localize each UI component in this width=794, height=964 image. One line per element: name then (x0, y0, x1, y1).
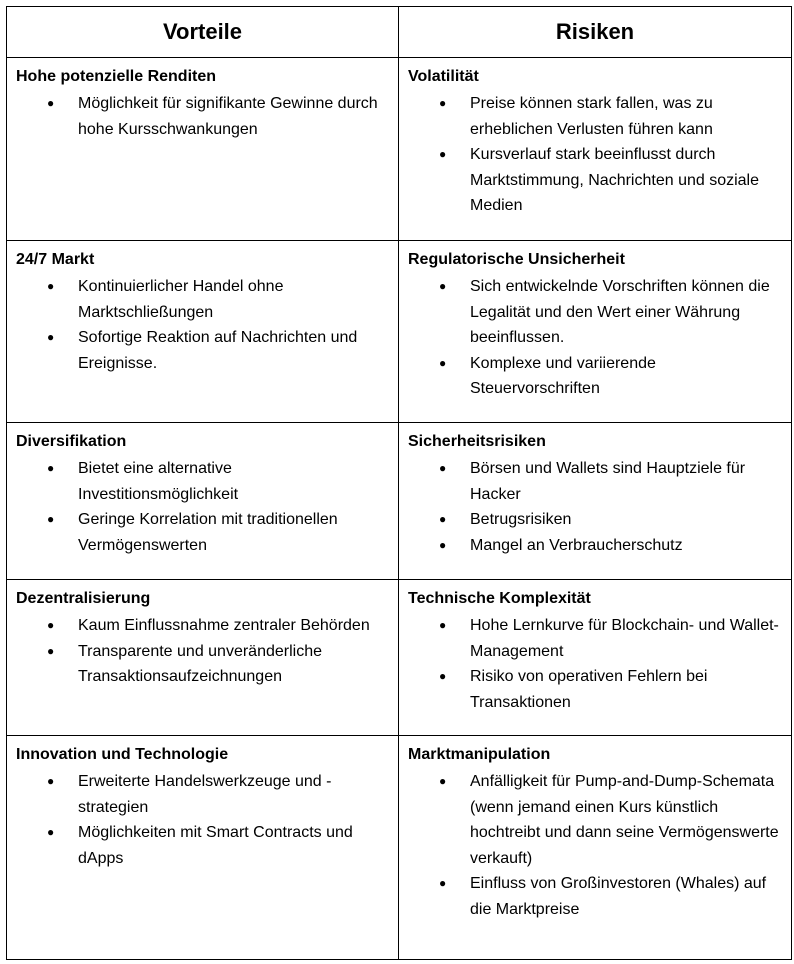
list-item (439, 456, 783, 507)
risk-title: Sicherheitsrisiken (408, 433, 546, 450)
list-item-text: Sofortige Reaktion auf Nachrichten und Ereignisse. (78, 329, 358, 372)
list-item-text: Möglichkeiten mit Smart Contracts und dApps (78, 824, 353, 867)
advantage-list (16, 91, 390, 142)
table-row (7, 423, 792, 580)
bullet-icon: ● (439, 461, 447, 475)
header-risiken: Risiken (399, 7, 792, 58)
risk-title: Volatilität (408, 68, 479, 85)
list-item-text: Preise können stark fallen, was zu erheblichen Verlusten führen kann (470, 95, 713, 138)
bullet-icon: ● (47, 618, 55, 632)
list-item (439, 533, 783, 559)
bullet-icon: ● (439, 96, 447, 110)
advantage-cell (7, 423, 399, 580)
list-item (47, 274, 390, 325)
list-item-text: Komplexe und variierende Steuervorschriften (470, 354, 656, 397)
advantage-list (16, 456, 390, 558)
bullet-icon: ● (439, 669, 447, 683)
list-item-text: Möglichkeit für signifikante Gewinne durch hohe Kursschwankungen (78, 95, 378, 138)
list-item (439, 664, 783, 715)
risk-title: Technische Komplexität (408, 590, 591, 607)
list-item-text: Transparente und unveränderliche Transaktionsaufzeichnungen (78, 642, 323, 685)
list-item-text: Geringe Korrelation mit traditionellen Vermögenswerten (78, 511, 338, 554)
advantage-title: 24/7 Markt (16, 251, 95, 268)
list-item (439, 871, 783, 922)
bullet-icon: ● (47, 96, 55, 110)
advantage-title: Innovation und Technologie (16, 746, 229, 763)
advantage-cell (7, 241, 399, 423)
list-item (47, 325, 390, 376)
comparison-table (6, 6, 792, 960)
header-row (7, 7, 792, 58)
advantage-list (16, 274, 390, 376)
list-item (47, 507, 390, 558)
risk-title: Regulatorische Unsicherheit (408, 251, 625, 268)
bullet-icon: ● (47, 825, 55, 839)
list-item-text: Kaum Einflussnahme zentraler Behörden (78, 617, 370, 634)
bullet-icon: ● (439, 279, 447, 293)
risk-cell (399, 241, 792, 423)
list-item (47, 820, 390, 871)
bullet-icon: ● (439, 147, 447, 161)
list-item-text: Kontinuierlicher Handel ohne Marktschließungen (78, 278, 284, 321)
list-item (439, 769, 783, 871)
bullet-icon: ● (47, 330, 55, 344)
list-item (439, 91, 783, 142)
bullet-icon: ● (439, 876, 447, 890)
list-item (439, 351, 783, 402)
bullet-icon: ● (439, 618, 447, 632)
table-row (7, 580, 792, 736)
header-vorteile: Vorteile (7, 7, 399, 58)
list-item-text: Betrugsrisiken (470, 511, 572, 528)
list-item-text: Bietet eine alternative Investitionsmöglichkeit (78, 460, 239, 503)
list-item (439, 142, 783, 219)
list-item-text: Mangel an Verbraucherschutz (470, 536, 683, 554)
advantage-title: Diversifikation (16, 433, 127, 450)
bullet-icon: ● (439, 774, 447, 788)
risk-title: Marktmanipulation (408, 746, 551, 763)
list-item-text: Börsen und Wallets sind Hauptziele für Hacker (470, 460, 746, 503)
advantage-title: Dezentralisierung (16, 590, 151, 607)
list-item (439, 613, 783, 664)
list-item (439, 507, 783, 533)
bullet-icon: ● (439, 537, 447, 552)
advantage-list (16, 769, 390, 871)
risk-list (408, 274, 783, 402)
bullet-icon: ● (439, 512, 447, 526)
risk-cell (399, 423, 792, 580)
risk-cell (399, 736, 792, 960)
bullet-icon: ● (47, 774, 55, 788)
risk-list (408, 91, 783, 219)
table-row (7, 58, 792, 241)
list-item-text: Sich entwickelnde Vorschriften können die Legalität und den Wert einer Währung beeinflussen. (470, 278, 770, 346)
risk-list (408, 613, 783, 715)
list-item-text: Kursverlauf stark beeinflusst durch Marktstimmung, Nachrichten und soziale Medien (470, 146, 760, 214)
advantage-list (16, 613, 390, 690)
list-item-text: Anfälligkeit für Pump-and-Dump-Schemata (wenn jemand einen Kurs künstlich hochtreibt und dann seine Vermögenswerte verkauft) (470, 773, 779, 867)
advantage-cell (7, 736, 399, 960)
bullet-icon: ● (439, 355, 447, 370)
list-item (47, 769, 390, 820)
risk-list (408, 769, 783, 922)
risk-list (408, 456, 783, 558)
advantage-cell (7, 58, 399, 241)
risk-cell (399, 58, 792, 241)
list-item-text: Erweiterte Handelswerkzeuge und -strategien (78, 773, 332, 816)
list-item (47, 613, 390, 639)
list-item-text: Hohe Lernkurve für Blockchain- und Wallet-Management (470, 617, 779, 660)
list-item (47, 639, 390, 690)
advantage-title: Hohe potenzielle Renditen (16, 68, 217, 85)
table-row (7, 736, 792, 960)
list-item-text: Einfluss von Großinvestoren (Whales) auf die Marktpreise (470, 875, 767, 918)
risk-cell (399, 580, 792, 736)
table-row (7, 241, 792, 423)
list-item (439, 274, 783, 351)
bullet-icon: ● (47, 461, 55, 475)
bullet-icon: ● (47, 643, 55, 658)
list-item (47, 456, 390, 507)
list-item-text: Risiko von operativen Fehlern bei Transaktionen (470, 668, 708, 711)
advantage-cell (7, 580, 399, 736)
bullet-icon: ● (47, 279, 55, 293)
list-item (47, 91, 390, 142)
bullet-icon: ● (47, 512, 55, 526)
